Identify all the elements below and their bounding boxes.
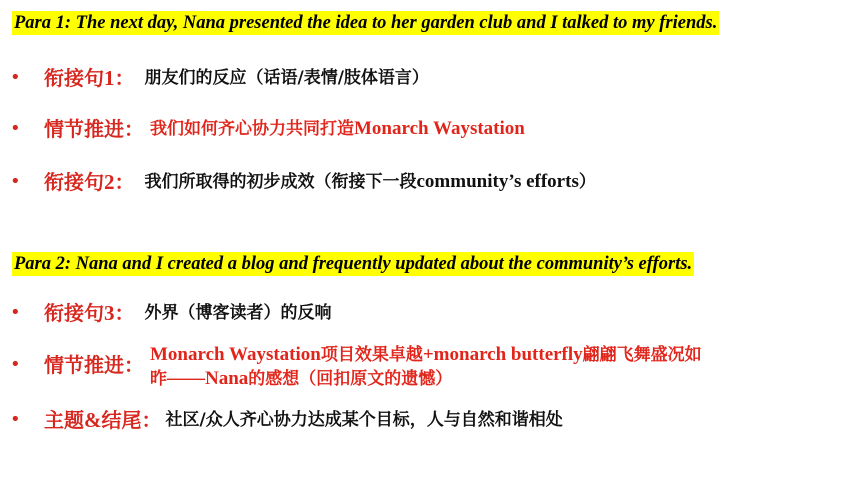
item-text: Monarch Waystation项目效果卓越+monarch butterfly翩翩飞舞盛况如 昨——Nana的感想（回扣原文的遗憾） bbox=[150, 344, 702, 389]
bullet-dot: • bbox=[10, 67, 21, 88]
item-text: 朋友们的反应（话语/表情/肢体语言） bbox=[144, 68, 429, 88]
item-colon: ： bbox=[141, 408, 162, 432]
bullet-item-2 bbox=[10, 114, 525, 144]
item-label: 主题&结尾 bbox=[44, 408, 142, 432]
bullet-dot: • bbox=[10, 118, 21, 139]
item-colon: ： bbox=[114, 66, 135, 90]
item-label: 情节推进 bbox=[44, 353, 124, 377]
para-2-heading: Para 2: Nana and I created a blog and frequently updated about the community’s efforts. bbox=[14, 254, 693, 274]
item-text: 社区/众人齐心协力达成某个目标，人与自然和谐相处 bbox=[165, 410, 563, 430]
bullet-item-3 bbox=[10, 167, 596, 197]
bullet-item-6 bbox=[10, 405, 563, 435]
item-colon: ： bbox=[114, 170, 135, 194]
bullet-dot: • bbox=[10, 354, 21, 375]
item-label: 衔接句2 bbox=[44, 170, 115, 194]
item-text: 我们所取得的初步成效（衔接下一段community’s efforts） bbox=[144, 171, 596, 192]
bullet-dot: • bbox=[10, 302, 21, 323]
item-label: 衔接句1 bbox=[44, 66, 115, 90]
bullet-item-5 bbox=[10, 344, 810, 391]
bullet-item-4 bbox=[10, 298, 332, 328]
item-text: 我们如何齐心协力共同打造Monarch Waystation bbox=[150, 118, 525, 139]
item-colon: ： bbox=[114, 301, 135, 325]
bullet-dot: • bbox=[10, 409, 21, 430]
para-1-heading: Para 1: The next day, Nana presented the idea to her garden club and I talked to my friends. bbox=[14, 13, 718, 33]
item-colon: ： bbox=[124, 117, 144, 141]
item-label: 情节推进 bbox=[44, 117, 124, 141]
item-colon: ： bbox=[124, 353, 144, 377]
item-text: 外界（博客读者）的反响 bbox=[144, 303, 332, 323]
bullet-item-1 bbox=[10, 63, 429, 93]
item-label: 衔接句3 bbox=[44, 301, 115, 325]
bullet-dot: • bbox=[10, 171, 21, 192]
